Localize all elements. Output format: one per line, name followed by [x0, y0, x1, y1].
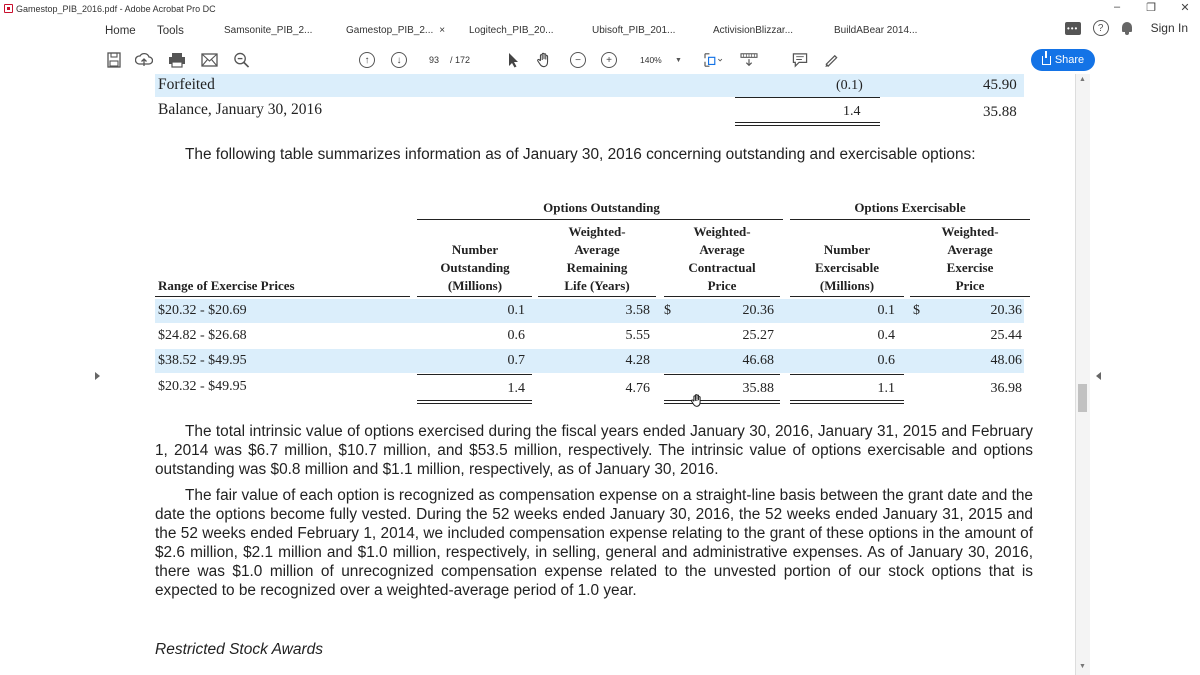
zoom-level-value: 140% — [640, 55, 662, 65]
minimize-button[interactable]: – — [1113, 1, 1121, 13]
forfeited-label: Forfeited — [158, 76, 215, 93]
intro-paragraph: The following table summarizes information as of January 30, 2016 concerning outstanding and exercisable options: — [185, 146, 976, 163]
comments-icon[interactable]: ••• — [1065, 22, 1081, 35]
share-label: Share — [1054, 54, 1085, 66]
fit-page-icon[interactable] — [702, 52, 724, 68]
zoom-out-button[interactable]: − — [570, 52, 586, 68]
divider — [664, 374, 780, 375]
life-cell: 3.58 — [625, 303, 650, 318]
notifications-bell-icon[interactable] — [1121, 22, 1133, 35]
divider — [790, 296, 904, 297]
tab-tools[interactable]: Tools — [157, 25, 184, 37]
divider — [910, 296, 1030, 297]
help-icon[interactable]: ? — [1093, 20, 1109, 36]
intrinsic-value-paragraph: The total intrinsic value of options exercised during the fiscal years ended January 30, 2016, January 31, 2015 and February 1, 2014 was $6.7 million, $10.7 million, and $53.5 million, respectively. The intrinsic value of options exercisable and options outstanding was $0.8 million and $1.1 million, respectively, as of January 30, 2016. — [155, 423, 1033, 478]
divider — [790, 403, 904, 404]
exercise-price-cell: 36.98 — [990, 381, 1022, 396]
left-panel-toggle-icon[interactable] — [95, 372, 100, 380]
tab-doc-gamestop-label: Gamestop_PIB_2... — [346, 25, 434, 36]
range-cell: $24.82 - $26.68 — [158, 328, 247, 343]
share-icon — [1042, 56, 1051, 65]
zoom-out-search-icon[interactable] — [233, 52, 250, 68]
section-heading: Restricted Stock Awards — [155, 641, 323, 658]
divider — [664, 400, 780, 401]
tab-doc-gamestop[interactable] — [346, 23, 445, 39]
divider — [417, 403, 532, 404]
price-cell: 46.68 — [742, 353, 774, 368]
previous-page-button[interactable]: ↑ — [359, 52, 375, 68]
divider — [790, 374, 904, 375]
fair-value-paragraph: The fair value of each option is recognized as compensation expense on a straight-line basis between the grant date and the date the options become fully vested. During the 52 weeks ended January 30, 2016, the 52 weeks ended January 31, 2015 and the 52 weeks ended February 1, 2014, we included compensation expense relating to the grant of these options in the amount of $2.6 million, $2.1 million and $1.0 million, respectively, in selling, general and administrative expenses. As of January 30, 2016, there was $1.0 million of unrecognized compensation expense related to the unvested portion of our stock options that is expected to be recognized over a weighted-average period of 1.0 year. — [155, 487, 1033, 599]
row-highlight — [155, 74, 1024, 97]
tab-bar — [0, 17, 1200, 44]
hand-tool-icon[interactable] — [535, 52, 553, 68]
maximize-button[interactable]: ❐ — [1146, 2, 1156, 14]
email-icon[interactable] — [201, 52, 218, 68]
divider — [417, 219, 783, 220]
tab-doc-buildabear[interactable]: BuildABear 2014... — [834, 25, 918, 36]
tab-doc-activision[interactable]: ActivisionBlizzar... — [713, 25, 794, 36]
divider — [417, 296, 532, 297]
tabbar-actions — [1065, 20, 1188, 36]
next-page-button[interactable]: ↓ — [391, 52, 407, 68]
col-remaining-life: Weighted- Average Remaining Life (Years) — [564, 224, 630, 293]
options-exercisable-header: Options Exercisable — [854, 200, 966, 215]
tab-doc-samsonite[interactable]: Samsonite_PIB_2... — [224, 25, 313, 36]
divider — [155, 296, 410, 297]
divider — [790, 400, 904, 401]
col-number-exercisable: Number Exercisable (Millions) — [814, 242, 880, 293]
forfeited-shares: (0.1) — [836, 78, 863, 93]
scrollbar-thumb[interactable] — [1078, 384, 1087, 412]
zoom-in-button[interactable]: + — [601, 52, 617, 68]
tab-doc-logitech[interactable]: Logitech_PIB_20... — [469, 25, 554, 36]
zoom-level-select[interactable] — [640, 52, 662, 68]
balance-price: 35.88 — [983, 104, 1017, 120]
page-total: / 172 — [450, 55, 471, 65]
life-cell: 5.55 — [625, 328, 650, 343]
add-comment-icon[interactable] — [791, 52, 809, 68]
vertical-scrollbar[interactable] — [1075, 74, 1090, 675]
save-icon[interactable] — [107, 52, 121, 68]
highlight-pen-icon[interactable] — [822, 52, 840, 68]
share-button[interactable] — [1031, 49, 1095, 71]
exercisable-cell: 0.4 — [877, 328, 895, 343]
col-number-outstanding: Number Outstanding (Millions) — [440, 242, 510, 293]
forfeited-price: 45.90 — [983, 77, 1017, 93]
exercise-price-cell: 25.44 — [990, 328, 1022, 343]
close-tab-icon[interactable]: × — [439, 25, 446, 36]
print-icon[interactable] — [168, 52, 186, 68]
divider — [790, 219, 1030, 220]
document-page[interactable] — [0, 74, 1075, 675]
hand-cursor-icon — [690, 393, 704, 408]
range-cell: $20.32 - $49.95 — [158, 379, 247, 394]
balance-shares: 1.4 — [843, 104, 861, 119]
select-tool-icon[interactable] — [507, 52, 519, 68]
close-button[interactable]: ✕ — [1180, 2, 1190, 14]
cloud-upload-icon[interactable] — [135, 52, 153, 68]
divider — [735, 122, 880, 123]
col-contractual-price: Weighted- Average Contractual Price — [688, 224, 756, 293]
options-outstanding-header: Options Outstanding — [543, 200, 660, 215]
currency-cell: $ — [913, 303, 920, 318]
price-cell: 20.36 — [742, 303, 774, 318]
divider — [538, 296, 656, 297]
outstanding-cell: 0.6 — [507, 328, 525, 343]
balance-label: Balance, January 30, 2016 — [158, 101, 322, 118]
range-cell: $20.32 - $20.69 — [158, 303, 247, 318]
exercisable-cell: 0.6 — [877, 353, 895, 368]
right-panel-toggle-icon[interactable] — [1096, 372, 1101, 380]
tab-home[interactable]: Home — [105, 25, 136, 37]
toolbar — [0, 44, 1200, 74]
divider — [664, 296, 780, 297]
price-cell: 25.27 — [742, 328, 774, 343]
scroll-up-icon[interactable]: ▲ — [1079, 76, 1086, 83]
divider — [735, 97, 880, 98]
life-cell: 4.76 — [625, 381, 650, 396]
price-cell: 35.88 — [742, 381, 774, 396]
divider — [735, 125, 880, 126]
scroll-down-icon[interactable]: ▼ — [1079, 663, 1086, 670]
exercise-price-cell: 48.06 — [990, 353, 1022, 368]
page-number-input[interactable]: 93 — [428, 55, 439, 65]
outstanding-cell: 0.1 — [507, 303, 525, 318]
zoom-dropdown-chevron-icon[interactable]: ▼ — [675, 56, 682, 64]
currency-cell: $ — [664, 303, 671, 318]
tab-doc-ubisoft[interactable]: Ubisoft_PIB_201... — [592, 25, 676, 36]
exercise-price-cell: 20.36 — [990, 303, 1022, 318]
title-bar — [0, 0, 1200, 17]
divider — [417, 400, 532, 401]
life-cell: 4.28 — [625, 353, 650, 368]
sign-in-link[interactable]: Sign In — [1150, 21, 1188, 35]
col-exercise-price: Weighted- Average Exercise Price — [941, 224, 999, 293]
outstanding-cell: 1.4 — [507, 381, 525, 396]
exercisable-cell: 1.1 — [877, 381, 895, 396]
col-range: Range of Exercise Prices — [158, 278, 295, 293]
outstanding-cell: 0.7 — [507, 353, 525, 368]
scroll-mode-icon[interactable] — [738, 52, 760, 68]
window-controls — [1110, 1, 1192, 14]
window-title: Gamestop_PIB_2016.pdf - Adobe Acrobat Pro DC — [16, 3, 216, 14]
acrobat-logo-icon — [4, 4, 13, 13]
divider — [664, 403, 780, 404]
exercisable-cell: 0.1 — [877, 303, 895, 318]
divider — [417, 374, 532, 375]
range-cell: $38.52 - $49.95 — [158, 353, 247, 368]
